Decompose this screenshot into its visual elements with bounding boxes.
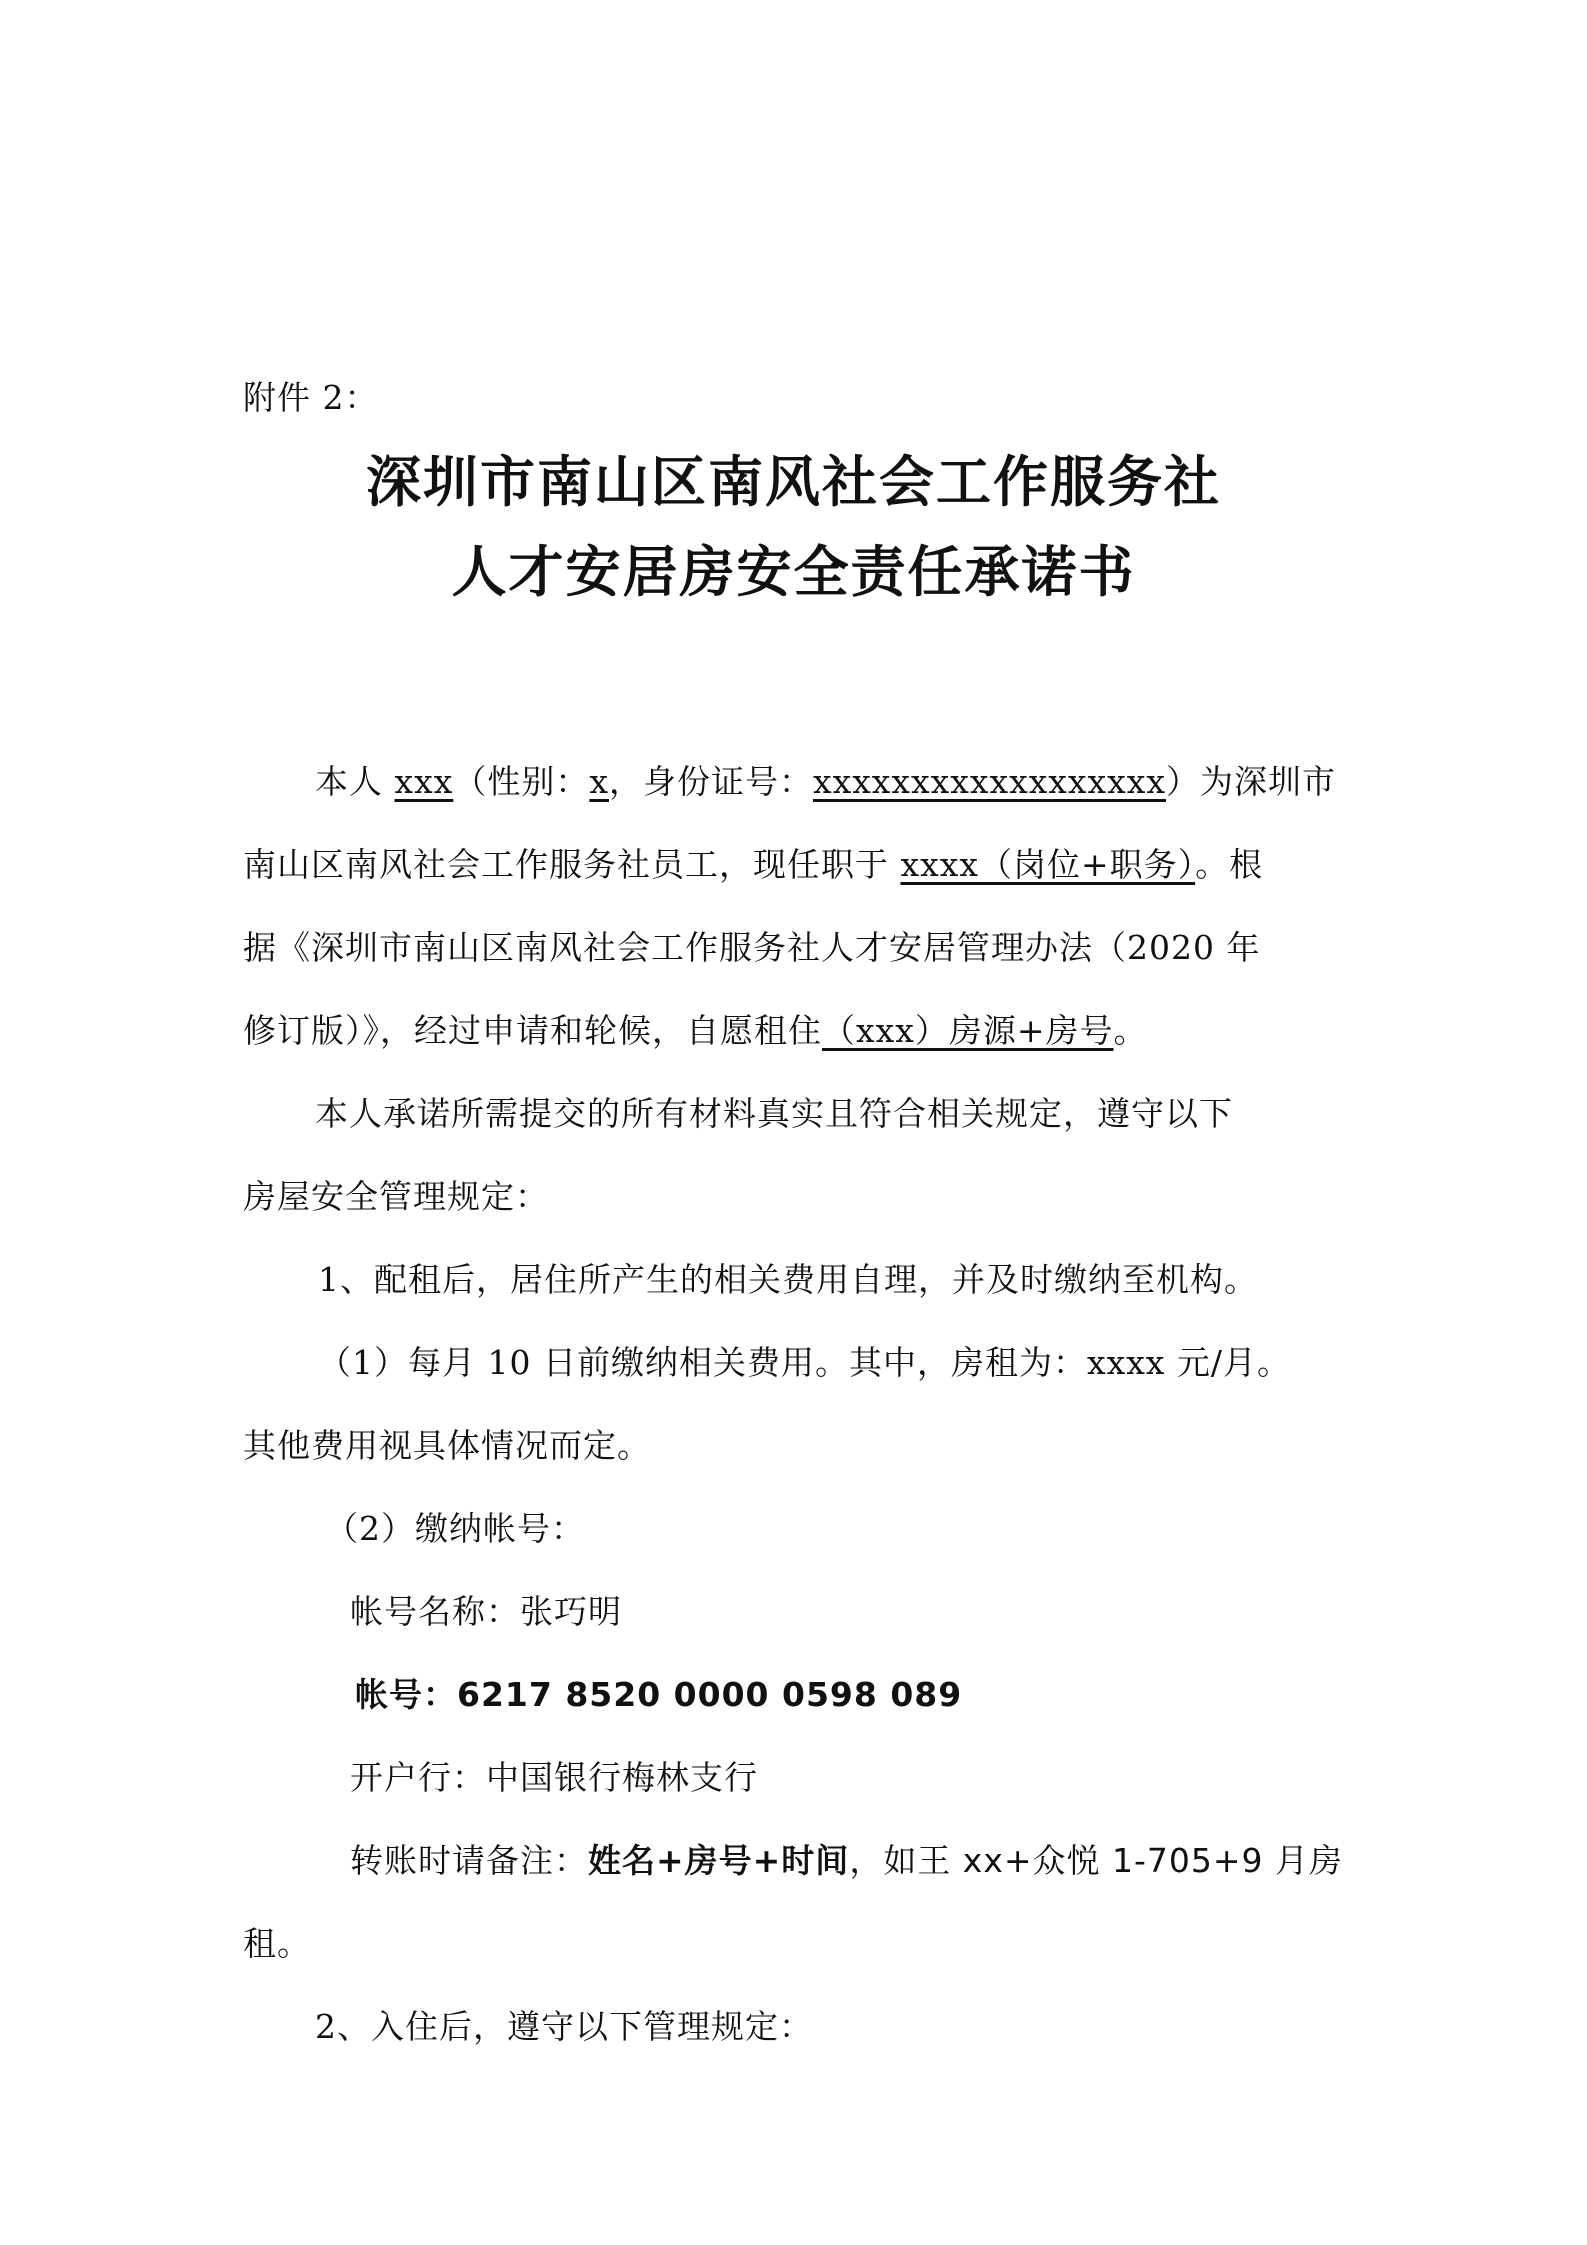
para1-text-d: ）为深圳市: [1165, 762, 1336, 801]
bank-row: [350, 1758, 758, 1798]
transfer-note-example: ，如王 xx+众悦 1-705+9 月房: [849, 1841, 1344, 1880]
item1-sub1-line1: （1）每月 10 日前缴纳相关费用。其中，房租为：xxxx 元/月。: [318, 1343, 1292, 1382]
para1-text-b: （性别：: [453, 762, 590, 801]
account-name-label: 帐号名称：: [350, 1592, 520, 1631]
para1-line4-b: 。: [1113, 1011, 1148, 1050]
transfer-note-line2: 租。: [243, 1924, 311, 1963]
title-line-2: 人才安居房安全责任承诺书: [451, 540, 1136, 604]
account-name: 张巧明: [520, 1592, 622, 1631]
item1-sub2: （2）缴纳帐号：: [325, 1509, 585, 1548]
para1-line2-a: 南山区南风社会工作服务社员工，现任职于: [243, 845, 901, 884]
para2-line1: 本人承诺所需提交的所有材料真实且符合相关规定，遵守以下: [315, 1094, 1233, 1133]
bank-label: 开户行：: [350, 1758, 486, 1797]
item2-heading: 2、入住后，遵守以下管理规定：: [315, 2007, 813, 2046]
para2-line2: 房屋安全管理规定：: [243, 1177, 549, 1216]
para1-line4: [243, 1011, 1147, 1051]
para1-line3: 据《深圳市南山区南风社会工作服务社人才安居管理办法（2020 年: [243, 928, 1261, 967]
para1-text-c: ，身份证号：: [608, 762, 813, 801]
attachment-label: 附件 2：: [243, 378, 379, 417]
item1-sub1-line2: 其他费用视具体情况而定。: [243, 1426, 651, 1465]
account-number-label: 帐号：: [355, 1675, 457, 1714]
applicant-id: xxxxxxxxxxxxxxxxxx: [812, 762, 1166, 801]
para1-text-a: 本人: [315, 762, 395, 801]
transfer-note-row: [350, 1841, 1343, 1881]
para1-line2: [243, 845, 1263, 885]
transfer-note-format: 姓名+房号+时间: [588, 1841, 850, 1880]
account-number-row: [355, 1675, 962, 1715]
item1-heading: 1、配租后，居住所产生的相关费用自理，并及时缴纳至机构。: [318, 1260, 1258, 1299]
transfer-note-label: 转账时请备注：: [350, 1841, 588, 1880]
applicant-position: xxxx（岗位+职务）: [900, 845, 1196, 884]
housing-unit: （xxx）房源+房号: [822, 1011, 1114, 1050]
applicant-name: xxx: [394, 762, 454, 801]
para1-line4-a: 修订版）》，经过申请和轮候，自愿租住: [243, 1011, 822, 1050]
account-name-row: [350, 1592, 622, 1632]
para1-line1: [315, 762, 1336, 802]
applicant-gender: x: [589, 762, 609, 801]
title-line-1: 深圳市南山区南风社会工作服务社: [365, 450, 1221, 514]
para1-line2-b: 。根: [1195, 845, 1264, 884]
account-number: 6217 8520 0000 0598 089: [457, 1675, 963, 1714]
bank-name: 中国银行梅林支行: [486, 1758, 758, 1797]
